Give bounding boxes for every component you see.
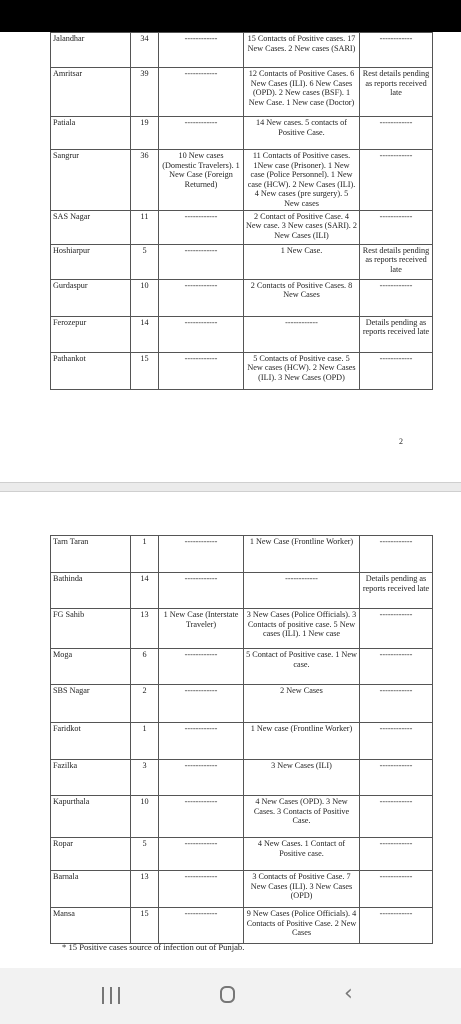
remarks-cell: Rest details pending as reports received late	[360, 68, 433, 117]
travel-history-cell: ------------	[159, 279, 244, 316]
home-icon[interactable]	[220, 986, 235, 1003]
district-cell: SBS Nagar	[51, 685, 131, 723]
navigation-bar	[0, 968, 461, 1024]
district-cell: Moga	[51, 649, 131, 685]
remarks-cell: Details pending as reports received late	[360, 316, 433, 352]
local-cases-cell: 2 Contacts of Positive Cases. 8 New Cases	[244, 279, 360, 316]
local-cases-cell: 2 New Cases	[244, 685, 360, 723]
positive-count-cell: 34	[131, 33, 159, 68]
positive-count-cell: 13	[131, 609, 159, 649]
back-icon[interactable]: ‹	[344, 981, 353, 1006]
local-cases-cell: 1 New Case.	[244, 244, 360, 279]
table-row	[51, 536, 433, 573]
local-cases-cell: ------------	[244, 316, 360, 352]
table-row	[51, 649, 433, 685]
district-cell: FG Sahib	[51, 609, 131, 649]
district-cell: Faridkot	[51, 723, 131, 760]
positive-count-cell: 39	[131, 68, 159, 117]
travel-history-cell: ------------	[159, 760, 244, 796]
remarks-cell: Rest details pending as reports received late	[360, 244, 433, 279]
positive-count-cell: 2	[131, 685, 159, 723]
district-cell: Amritsar	[51, 68, 131, 117]
local-cases-cell: 5 Contact of Positive case. 1 New case.	[244, 649, 360, 685]
remarks-cell: ------------	[360, 796, 433, 838]
remarks-cell: ------------	[360, 685, 433, 723]
table-row	[51, 279, 433, 316]
local-cases-cell: 4 New Cases (OPD). 3 New Cases. 3 Contacts of Positive Case.	[244, 796, 360, 838]
remarks-cell: ------------	[360, 352, 433, 389]
positive-count-cell: 5	[131, 244, 159, 279]
local-cases-cell: ------------	[244, 573, 360, 609]
remarks-cell: ------------	[360, 536, 433, 573]
positive-count-cell: 10	[131, 279, 159, 316]
remarks-cell: ------------	[360, 760, 433, 796]
local-cases-cell: 1 New case (Frontline Worker)	[244, 723, 360, 760]
table-row	[51, 150, 433, 211]
district-cell: Bathinda	[51, 573, 131, 609]
local-cases-cell: 1 New Case (Frontline Worker)	[244, 536, 360, 573]
table-row	[51, 908, 433, 944]
travel-history-cell: ------------	[159, 117, 244, 150]
district-cell: Jalandhar	[51, 33, 131, 68]
table-row	[51, 838, 433, 871]
table-row	[51, 609, 433, 649]
travel-history-cell: ------------	[159, 210, 244, 244]
positive-count-cell: 1	[131, 723, 159, 760]
local-cases-cell: 3 New Cases (Police Officials). 3 Contacts of positive case. 5 New cases (ILI). 1 New case	[244, 609, 360, 649]
district-cell: Sangrur	[51, 150, 131, 211]
positive-count-cell: 5	[131, 838, 159, 871]
local-cases-cell: 9 New Cases (Police Officials). 4 Contacts of Positive Case. 2 New Cases	[244, 908, 360, 944]
travel-history-cell: ------------	[159, 723, 244, 760]
remarks-cell: ------------	[360, 908, 433, 944]
travel-history-cell: ------------	[159, 536, 244, 573]
travel-history-cell: ------------	[159, 871, 244, 908]
district-cell: Hoshiarpur	[51, 244, 131, 279]
travel-history-cell: ------------	[159, 649, 244, 685]
remarks-cell: Details pending as reports received late	[360, 573, 433, 609]
district-cell: SAS Nagar	[51, 210, 131, 244]
remarks-cell: ------------	[360, 33, 433, 68]
travel-history-cell: 1 New Case (Interstate Traveler)	[159, 609, 244, 649]
page-number: 2	[399, 437, 403, 446]
local-cases-cell: 3 Contacts of Positive Case. 7 New Cases (ILI). 3 New Cases (OPD)	[244, 871, 360, 908]
remarks-cell: ------------	[360, 279, 433, 316]
table-row	[51, 685, 433, 723]
table-row	[51, 68, 433, 117]
district-cell: Mansa	[51, 908, 131, 944]
table-row	[51, 871, 433, 908]
district-cell: Patiala	[51, 117, 131, 150]
travel-history-cell: ------------	[159, 316, 244, 352]
table-row	[51, 723, 433, 760]
district-cell: Barnala	[51, 871, 131, 908]
positive-count-cell: 1	[131, 536, 159, 573]
district-cases-table-1	[50, 32, 433, 390]
travel-history-cell: ------------	[159, 33, 244, 68]
positive-count-cell: 14	[131, 316, 159, 352]
district-cases-table-2	[50, 535, 433, 944]
remarks-cell: ------------	[360, 150, 433, 211]
footnote: * 15 Positive cases source of infection out of Punjab.	[62, 942, 245, 952]
district-cell: Kapurthala	[51, 796, 131, 838]
positive-count-cell: 3	[131, 760, 159, 796]
remarks-cell: ------------	[360, 210, 433, 244]
district-cell: Gurdaspur	[51, 279, 131, 316]
travel-history-cell: ------------	[159, 838, 244, 871]
local-cases-cell: 4 New Cases. 1 Contact of Positive case.	[244, 838, 360, 871]
table-row	[51, 760, 433, 796]
table-row	[51, 796, 433, 838]
table-row	[51, 210, 433, 244]
local-cases-cell: 5 Contacts of Positive case. 5 New cases (HCW). 2 New Cases (ILI). 3 New Cases (OPD)	[244, 352, 360, 389]
positive-count-cell: 36	[131, 150, 159, 211]
positive-count-cell: 13	[131, 871, 159, 908]
district-cell: Fazilka	[51, 760, 131, 796]
district-cell: Pathankot	[51, 352, 131, 389]
page-separator	[0, 482, 461, 492]
positive-count-cell: 6	[131, 649, 159, 685]
table-row	[51, 316, 433, 352]
status-bar	[0, 0, 461, 32]
remarks-cell: ------------	[360, 871, 433, 908]
local-cases-cell: 2 Contact of Positive Case. 4 New case. 3 New cases (SARI). 2 New Cases (ILI)	[244, 210, 360, 244]
travel-history-cell: 10 New cases (Domestic Travelers). 1 New Case (Foreign Returned)	[159, 150, 244, 211]
remarks-cell: ------------	[360, 117, 433, 150]
positive-count-cell: 11	[131, 210, 159, 244]
table-row	[51, 352, 433, 389]
positive-count-cell: 10	[131, 796, 159, 838]
remarks-cell: ------------	[360, 723, 433, 760]
local-cases-cell: 3 New Cases (ILI)	[244, 760, 360, 796]
district-cell: Tarn Taran	[51, 536, 131, 573]
table-row	[51, 117, 433, 150]
travel-history-cell: ------------	[159, 244, 244, 279]
district-cell: Ferozepur	[51, 316, 131, 352]
travel-history-cell: ------------	[159, 352, 244, 389]
table-row	[51, 244, 433, 279]
document-page-1	[0, 32, 461, 482]
local-cases-cell: 14 New cases. 5 contacts of Positive Case.	[244, 117, 360, 150]
travel-history-cell: ------------	[159, 685, 244, 723]
travel-history-cell: ------------	[159, 796, 244, 838]
positive-count-cell: 15	[131, 908, 159, 944]
remarks-cell: ------------	[360, 838, 433, 871]
positive-count-cell: 19	[131, 117, 159, 150]
table-row	[51, 573, 433, 609]
positive-count-cell: 14	[131, 573, 159, 609]
travel-history-cell: ------------	[159, 908, 244, 944]
positive-count-cell: 15	[131, 352, 159, 389]
travel-history-cell: ------------	[159, 573, 244, 609]
local-cases-cell: 11 Contacts of Positive cases. 1New case (Prisoner). 1 New case (Police Personnel). 1 New case (HCW). 2 New Cases (ILI). 4 New cases (pre surgery). 5 New cases	[244, 150, 360, 211]
remarks-cell: ------------	[360, 609, 433, 649]
local-cases-cell: 12 Contacts of Positive Cases. 6 New Cases (ILI). 6 New Cases (OPD). 2 New cases (BSF). 1 New Case. 1 New case (Doctor)	[244, 68, 360, 117]
document-page-2	[0, 492, 461, 968]
table-row	[51, 33, 433, 68]
recents-icon[interactable]	[102, 987, 120, 1004]
travel-history-cell: ------------	[159, 68, 244, 117]
district-cell: Ropar	[51, 838, 131, 871]
local-cases-cell: 15 Contacts of Positive cases. 17 New Cases. 2 New cases (SARI)	[244, 33, 360, 68]
remarks-cell: ------------	[360, 649, 433, 685]
